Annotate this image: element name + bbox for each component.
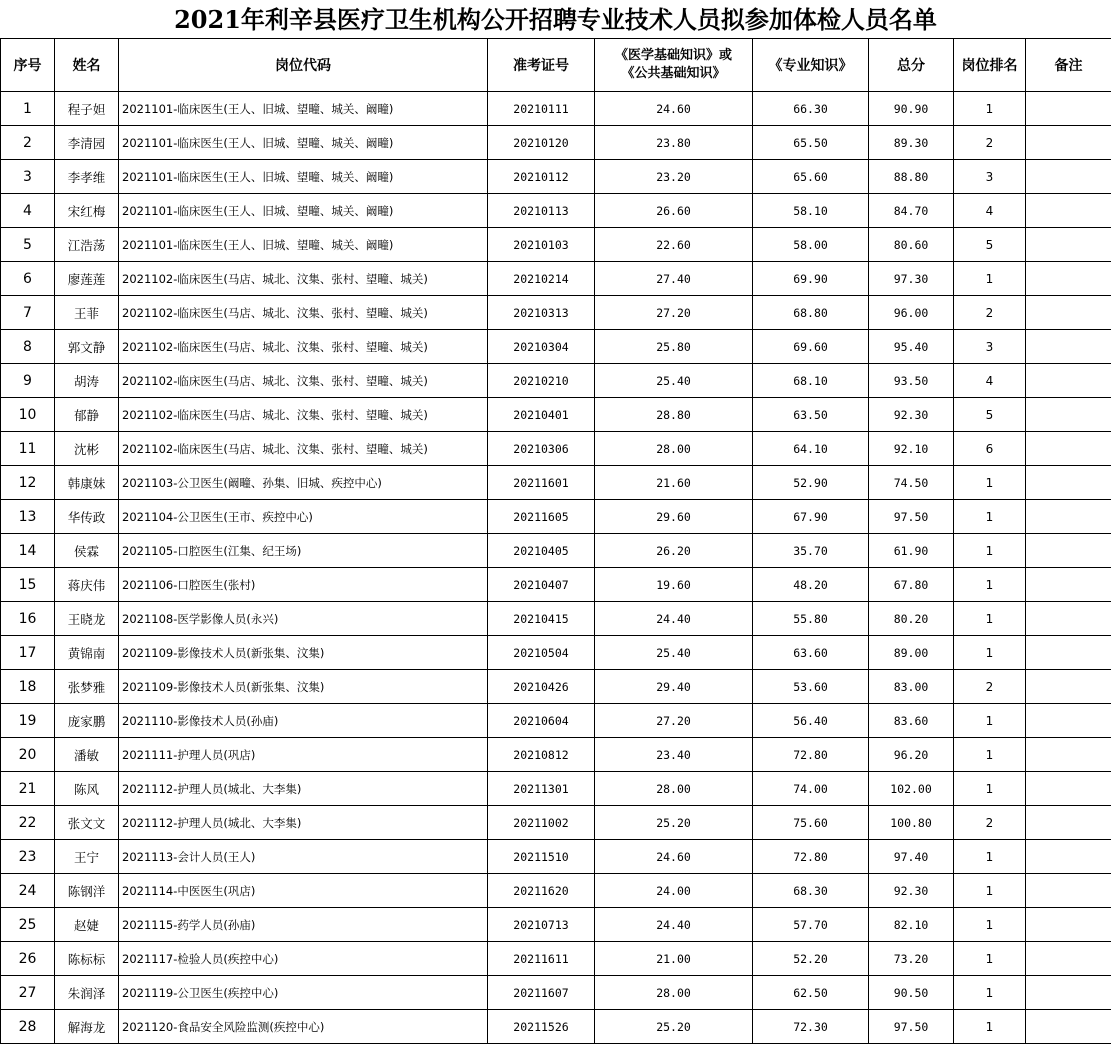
cell-rank: 1: [954, 262, 1026, 296]
cell-remark: [1026, 330, 1111, 364]
cell-exam-no: 20210112: [488, 160, 595, 194]
cell-remark: [1026, 398, 1111, 432]
table-row: [1, 534, 1111, 568]
cell-position: 2021106-口腔医生(张村): [119, 568, 488, 602]
cell-total-score: 80.20: [869, 602, 954, 636]
cell-position: 2021120-食品安全风险监测(疾控中心): [119, 1010, 488, 1044]
cell-seq: 1: [1, 92, 55, 126]
cell-seq: 3: [1, 160, 55, 194]
cell-position: 2021119-公卫医生(疾控中心): [119, 976, 488, 1010]
cell-exam-no: 20210812: [488, 738, 595, 772]
cell-seq: 26: [1, 942, 55, 976]
table-row: [1, 160, 1111, 194]
cell-rank: 1: [954, 874, 1026, 908]
cell-exam-no: 20210304: [488, 330, 595, 364]
cell-remark: [1026, 466, 1111, 500]
cell-rank: 1: [954, 602, 1026, 636]
cell-total-score: 80.60: [869, 228, 954, 262]
cell-total-score: 74.50: [869, 466, 954, 500]
cell-basic-score: 24.60: [595, 840, 753, 874]
cell-basic-score: 28.80: [595, 398, 753, 432]
cell-total-score: 82.10: [869, 908, 954, 942]
cell-seq: 22: [1, 806, 55, 840]
cell-position: 2021102-临床医生(马店、城北、汶集、张村、望疃、城关): [119, 330, 488, 364]
cell-basic-score: 25.20: [595, 806, 753, 840]
table-row: [1, 806, 1111, 840]
cell-rank: 3: [954, 160, 1026, 194]
cell-remark: [1026, 432, 1111, 466]
cell-exam-no: 20210713: [488, 908, 595, 942]
table-row: [1, 908, 1111, 942]
header-exam-no: 准考证号: [488, 39, 595, 92]
cell-rank: 1: [954, 908, 1026, 942]
cell-basic-score: 24.00: [595, 874, 753, 908]
cell-professional-score: 72.80: [753, 840, 869, 874]
cell-seq: 20: [1, 738, 55, 772]
cell-professional-score: 55.80: [753, 602, 869, 636]
cell-remark: [1026, 908, 1111, 942]
table-row: [1, 330, 1111, 364]
cell-name: 陈风: [55, 772, 119, 806]
cell-position: 2021115-药学人员(孙庙): [119, 908, 488, 942]
cell-rank: 1: [954, 1010, 1026, 1044]
cell-professional-score: 63.60: [753, 636, 869, 670]
cell-position: 2021109-影像技术人员(新张集、汶集): [119, 670, 488, 704]
cell-seq: 23: [1, 840, 55, 874]
cell-name: 王晓龙: [55, 602, 119, 636]
cell-name: 张文文: [55, 806, 119, 840]
cell-position: 2021101-临床医生(王人、旧城、望疃、城关、阚疃): [119, 126, 488, 160]
cell-exam-no: 20210313: [488, 296, 595, 330]
cell-name: 胡涛: [55, 364, 119, 398]
cell-basic-score: 23.20: [595, 160, 753, 194]
cell-exam-no: 20211002: [488, 806, 595, 840]
cell-remark: [1026, 840, 1111, 874]
cell-rank: 4: [954, 364, 1026, 398]
cell-exam-no: 20210401: [488, 398, 595, 432]
cell-position: 2021101-临床医生(王人、旧城、望疃、城关、阚疃): [119, 160, 488, 194]
cell-seq: 4: [1, 194, 55, 228]
cell-professional-score: 48.20: [753, 568, 869, 602]
header-professional: 《专业知识》: [753, 39, 869, 92]
cell-name: 潘敏: [55, 738, 119, 772]
cell-remark: [1026, 568, 1111, 602]
cell-name: 李清园: [55, 126, 119, 160]
cell-position: 2021117-检验人员(疾控中心): [119, 942, 488, 976]
cell-name: 郭文静: [55, 330, 119, 364]
cell-exam-no: 20211605: [488, 500, 595, 534]
cell-exam-no: 20211601: [488, 466, 595, 500]
cell-rank: 1: [954, 942, 1026, 976]
cell-name: 朱润泽: [55, 976, 119, 1010]
header-name: 姓名: [55, 39, 119, 92]
cell-basic-score: 24.60: [595, 92, 753, 126]
cell-rank: 4: [954, 194, 1026, 228]
cell-exam-no: 20210407: [488, 568, 595, 602]
cell-basic-score: 25.40: [595, 364, 753, 398]
cell-seq: 17: [1, 636, 55, 670]
cell-basic-score: 25.80: [595, 330, 753, 364]
cell-basic-score: 28.00: [595, 432, 753, 466]
cell-basic-score: 19.60: [595, 568, 753, 602]
cell-remark: [1026, 126, 1111, 160]
cell-total-score: 97.50: [869, 500, 954, 534]
cell-remark: [1026, 534, 1111, 568]
cell-total-score: 92.30: [869, 874, 954, 908]
cell-position: 2021111-护理人员(巩店): [119, 738, 488, 772]
cell-rank: 1: [954, 738, 1026, 772]
cell-rank: 1: [954, 466, 1026, 500]
cell-professional-score: 68.10: [753, 364, 869, 398]
cell-position: 2021110-影像技术人员(孙庙): [119, 704, 488, 738]
cell-seq: 25: [1, 908, 55, 942]
table-body: [1, 92, 1111, 1044]
cell-name: 韩康妹: [55, 466, 119, 500]
cell-remark: [1026, 738, 1111, 772]
table-row: [1, 500, 1111, 534]
cell-exam-no: 20211607: [488, 976, 595, 1010]
cell-total-score: 92.10: [869, 432, 954, 466]
cell-rank: 1: [954, 840, 1026, 874]
table-row: [1, 296, 1111, 330]
cell-position: 2021102-临床医生(马店、城北、汶集、张村、望疃、城关): [119, 364, 488, 398]
cell-seq: 10: [1, 398, 55, 432]
table-row: [1, 466, 1111, 500]
cell-seq: 5: [1, 228, 55, 262]
table-row: [1, 364, 1111, 398]
cell-name: 李孝维: [55, 160, 119, 194]
cell-professional-score: 72.30: [753, 1010, 869, 1044]
cell-remark: [1026, 364, 1111, 398]
cell-remark: [1026, 228, 1111, 262]
cell-professional-score: 68.30: [753, 874, 869, 908]
cell-position: 2021102-临床医生(马店、城北、汶集、张村、望疃、城关): [119, 296, 488, 330]
table-row: [1, 636, 1111, 670]
cell-remark: [1026, 92, 1111, 126]
cell-seq: 15: [1, 568, 55, 602]
cell-name: 江浩荡: [55, 228, 119, 262]
table-row: [1, 126, 1111, 160]
cell-professional-score: 68.80: [753, 296, 869, 330]
cell-rank: 1: [954, 534, 1026, 568]
cell-exam-no: 20210415: [488, 602, 595, 636]
cell-rank: 2: [954, 126, 1026, 160]
cell-basic-score: 28.00: [595, 772, 753, 806]
cell-position: 2021113-会计人员(王人): [119, 840, 488, 874]
cell-name: 解海龙: [55, 1010, 119, 1044]
cell-professional-score: 65.60: [753, 160, 869, 194]
cell-seq: 21: [1, 772, 55, 806]
cell-exam-no: 20211526: [488, 1010, 595, 1044]
cell-exam-no: 20210120: [488, 126, 595, 160]
cell-position: 2021101-临床医生(王人、旧城、望疃、城关、阚疃): [119, 194, 488, 228]
cell-remark: [1026, 160, 1111, 194]
cell-remark: [1026, 704, 1111, 738]
cell-rank: 3: [954, 330, 1026, 364]
cell-name: 蒋庆伟: [55, 568, 119, 602]
cell-total-score: 73.20: [869, 942, 954, 976]
cell-total-score: 67.80: [869, 568, 954, 602]
cell-remark: [1026, 296, 1111, 330]
cell-basic-score: 26.60: [595, 194, 753, 228]
cell-name: 华传政: [55, 500, 119, 534]
cell-rank: 1: [954, 500, 1026, 534]
cell-position: 2021104-公卫医生(王市、疾控中心): [119, 500, 488, 534]
cell-name: 张梦雅: [55, 670, 119, 704]
cell-position: 2021108-医学影像人员(永兴): [119, 602, 488, 636]
cell-rank: 1: [954, 976, 1026, 1010]
cell-total-score: 61.90: [869, 534, 954, 568]
cell-seq: 13: [1, 500, 55, 534]
table-row: [1, 228, 1111, 262]
cell-position: 2021103-公卫医生(阚疃、孙集、旧城、疾控中心): [119, 466, 488, 500]
cell-name: 王菲: [55, 296, 119, 330]
cell-seq: 27: [1, 976, 55, 1010]
cell-basic-score: 23.40: [595, 738, 753, 772]
cell-remark: [1026, 942, 1111, 976]
cell-exam-no: 20210113: [488, 194, 595, 228]
cell-basic-score: 29.60: [595, 500, 753, 534]
cell-basic-score: 24.40: [595, 908, 753, 942]
cell-seq: 16: [1, 602, 55, 636]
cell-exam-no: 20210214: [488, 262, 595, 296]
cell-name: 陈钢洋: [55, 874, 119, 908]
cell-professional-score: 53.60: [753, 670, 869, 704]
cell-professional-score: 67.90: [753, 500, 869, 534]
cell-position: 2021112-护理人员(城北、大李集): [119, 806, 488, 840]
cell-seq: 6: [1, 262, 55, 296]
cell-position: 2021101-临床医生(王人、旧城、望疃、城关、阚疃): [119, 228, 488, 262]
cell-position: 2021101-临床医生(王人、旧城、望疃、城关、阚疃): [119, 92, 488, 126]
cell-remark: [1026, 262, 1111, 296]
cell-basic-score: 27.40: [595, 262, 753, 296]
table-row: [1, 942, 1111, 976]
cell-professional-score: 62.50: [753, 976, 869, 1010]
cell-professional-score: 56.40: [753, 704, 869, 738]
cell-total-score: 102.00: [869, 772, 954, 806]
cell-exam-no: 20210604: [488, 704, 595, 738]
cell-basic-score: 24.40: [595, 602, 753, 636]
table-row: [1, 1010, 1111, 1044]
cell-rank: 2: [954, 296, 1026, 330]
cell-professional-score: 72.80: [753, 738, 869, 772]
cell-basic-score: 22.60: [595, 228, 753, 262]
cell-exam-no: 20210306: [488, 432, 595, 466]
cell-name: 廖莲莲: [55, 262, 119, 296]
cell-professional-score: 64.10: [753, 432, 869, 466]
cell-rank: 2: [954, 806, 1026, 840]
cell-remark: [1026, 874, 1111, 908]
cell-exam-no: 20210210: [488, 364, 595, 398]
cell-exam-no: 20210103: [488, 228, 595, 262]
cell-remark: [1026, 772, 1111, 806]
header-total: 总分: [869, 39, 954, 92]
table-row: [1, 602, 1111, 636]
cell-seq: 9: [1, 364, 55, 398]
cell-seq: 11: [1, 432, 55, 466]
table-row: [1, 704, 1111, 738]
cell-name: 陈标标: [55, 942, 119, 976]
cell-total-score: 95.40: [869, 330, 954, 364]
table-row: [1, 568, 1111, 602]
cell-total-score: 83.00: [869, 670, 954, 704]
cell-rank: 2: [954, 670, 1026, 704]
cell-name: 赵婕: [55, 908, 119, 942]
cell-remark: [1026, 1010, 1111, 1044]
header-rank: 岗位排名: [954, 39, 1026, 92]
cell-professional-score: 52.90: [753, 466, 869, 500]
table-row: [1, 194, 1111, 228]
header-seq: 序号: [1, 39, 55, 92]
cell-exam-no: 20211301: [488, 772, 595, 806]
cell-remark: [1026, 670, 1111, 704]
cell-rank: 1: [954, 636, 1026, 670]
cell-professional-score: 69.90: [753, 262, 869, 296]
cell-basic-score: 26.20: [595, 534, 753, 568]
cell-professional-score: 74.00: [753, 772, 869, 806]
cell-basic-score: 27.20: [595, 296, 753, 330]
cell-basic-score: 29.40: [595, 670, 753, 704]
cell-exam-no: 20210111: [488, 92, 595, 126]
cell-total-score: 97.40: [869, 840, 954, 874]
cell-professional-score: 69.60: [753, 330, 869, 364]
table-row: [1, 92, 1111, 126]
cell-professional-score: 66.30: [753, 92, 869, 126]
header-position: 岗位代码: [119, 39, 488, 92]
cell-name: 黄锦南: [55, 636, 119, 670]
cell-name: 郁静: [55, 398, 119, 432]
cell-remark: [1026, 636, 1111, 670]
cell-total-score: 90.50: [869, 976, 954, 1010]
table-row: [1, 772, 1111, 806]
cell-position: 2021114-中医医生(巩店): [119, 874, 488, 908]
cell-professional-score: 63.50: [753, 398, 869, 432]
cell-total-score: 89.00: [869, 636, 954, 670]
header-basic-line2: 《公共基础知识》: [595, 65, 752, 83]
cell-seq: 12: [1, 466, 55, 500]
cell-rank: 5: [954, 228, 1026, 262]
cell-total-score: 83.60: [869, 704, 954, 738]
cell-name: 宋红梅: [55, 194, 119, 228]
cell-rank: 1: [954, 704, 1026, 738]
cell-name: 沈彬: [55, 432, 119, 466]
cell-name: 侯霖: [55, 534, 119, 568]
cell-exam-no: 20210426: [488, 670, 595, 704]
table-row: [1, 976, 1111, 1010]
cell-position: 2021112-护理人员(城北、大李集): [119, 772, 488, 806]
document-title: 2021年利辛县医疗卫生机构公开招聘专业技术人员拟参加体检人员名单: [0, 0, 1111, 38]
table-row: [1, 398, 1111, 432]
cell-professional-score: 75.60: [753, 806, 869, 840]
cell-seq: 24: [1, 874, 55, 908]
cell-rank: 6: [954, 432, 1026, 466]
cell-name: 王宁: [55, 840, 119, 874]
cell-total-score: 90.90: [869, 92, 954, 126]
cell-total-score: 92.30: [869, 398, 954, 432]
cell-professional-score: 65.50: [753, 126, 869, 160]
cell-remark: [1026, 602, 1111, 636]
cell-position: 2021109-影像技术人员(新张集、汶集): [119, 636, 488, 670]
cell-position: 2021102-临床医生(马店、城北、汶集、张村、望疃、城关): [119, 432, 488, 466]
cell-total-score: 97.30: [869, 262, 954, 296]
cell-exam-no: 20211611: [488, 942, 595, 976]
cell-basic-score: 27.20: [595, 704, 753, 738]
cell-seq: 2: [1, 126, 55, 160]
cell-seq: 18: [1, 670, 55, 704]
cell-name: 程子妲: [55, 92, 119, 126]
table-row: [1, 840, 1111, 874]
cell-rank: 1: [954, 92, 1026, 126]
header-remark: 备注: [1026, 39, 1111, 92]
cell-total-score: 97.50: [869, 1010, 954, 1044]
cell-total-score: 84.70: [869, 194, 954, 228]
cell-name: 庞家鹏: [55, 704, 119, 738]
cell-exam-no: 20210405: [488, 534, 595, 568]
cell-rank: 1: [954, 772, 1026, 806]
cell-position: 2021105-口腔医生(江集、纪王场): [119, 534, 488, 568]
cell-basic-score: 28.00: [595, 976, 753, 1010]
cell-seq: 19: [1, 704, 55, 738]
cell-professional-score: 57.70: [753, 908, 869, 942]
cell-rank: 1: [954, 568, 1026, 602]
table-row: [1, 432, 1111, 466]
cell-total-score: 100.80: [869, 806, 954, 840]
cell-total-score: 88.80: [869, 160, 954, 194]
table-row: [1, 738, 1111, 772]
cell-basic-score: 25.40: [595, 636, 753, 670]
cell-exam-no: 20211510: [488, 840, 595, 874]
cell-remark: [1026, 976, 1111, 1010]
cell-basic-score: 25.20: [595, 1010, 753, 1044]
cell-total-score: 93.50: [869, 364, 954, 398]
cell-professional-score: 35.70: [753, 534, 869, 568]
cell-basic-score: 23.80: [595, 126, 753, 160]
cell-professional-score: 52.20: [753, 942, 869, 976]
header-row: [1, 39, 1111, 92]
cell-exam-no: 20211620: [488, 874, 595, 908]
cell-total-score: 89.30: [869, 126, 954, 160]
cell-position: 2021102-临床医生(马店、城北、汶集、张村、望疃、城关): [119, 262, 488, 296]
cell-professional-score: 58.00: [753, 228, 869, 262]
cell-professional-score: 58.10: [753, 194, 869, 228]
cell-position: 2021102-临床医生(马店、城北、汶集、张村、望疃、城关): [119, 398, 488, 432]
table-row: [1, 262, 1111, 296]
cell-remark: [1026, 500, 1111, 534]
table-row: [1, 670, 1111, 704]
cell-basic-score: 21.60: [595, 466, 753, 500]
cell-rank: 5: [954, 398, 1026, 432]
cell-seq: 7: [1, 296, 55, 330]
cell-remark: [1026, 806, 1111, 840]
cell-seq: 28: [1, 1010, 55, 1044]
table-row: [1, 874, 1111, 908]
cell-seq: 8: [1, 330, 55, 364]
header-basic-knowledge: [595, 39, 753, 92]
cell-total-score: 96.20: [869, 738, 954, 772]
cell-seq: 14: [1, 534, 55, 568]
candidate-table: [0, 38, 1111, 1044]
cell-basic-score: 21.00: [595, 942, 753, 976]
cell-exam-no: 20210504: [488, 636, 595, 670]
cell-total-score: 96.00: [869, 296, 954, 330]
header-basic-line1: 《医学基础知识》或: [595, 47, 752, 65]
cell-remark: [1026, 194, 1111, 228]
